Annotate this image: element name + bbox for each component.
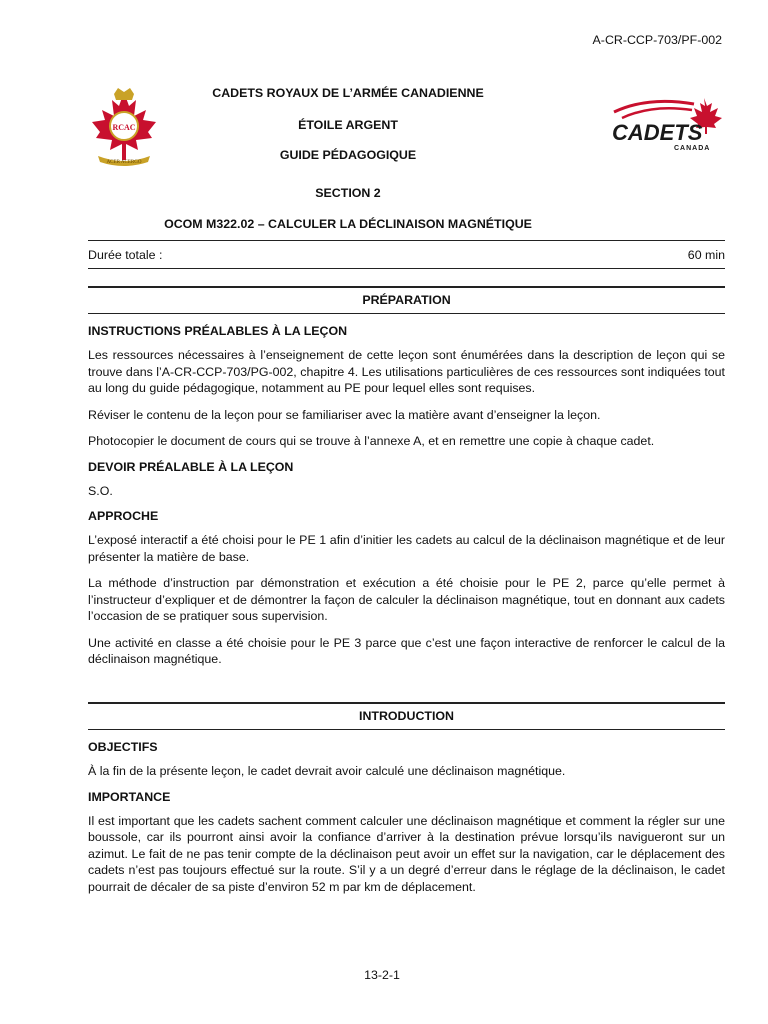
header-org: CADETS ROYAUX DE L’ARMÉE CANADIENNE	[212, 86, 484, 100]
heading-objectives: OBJECTIFS	[88, 740, 158, 754]
crest-motto: ACER ACERGO	[106, 160, 142, 165]
divider	[88, 702, 725, 704]
divider	[88, 729, 725, 730]
crest-monogram: RCAC	[112, 123, 136, 132]
header-section: SECTION 2	[315, 186, 381, 200]
divider	[88, 240, 725, 241]
divider	[88, 313, 725, 314]
introduction-body	[88, 740, 725, 905]
paragraph: La méthode d’instruction par démonstration et exécution a été choisie pour le PE 2, parce qu’elle permet à l’instructeur d’expliquer et de démontrer la façon de calculer la déclinaison magnétique, tout en donnant aux cadets l’occasion de se pratiquer sous supervision.	[88, 576, 725, 623]
paragraph: Les ressources nécessaires à l’enseignement de cette leçon sont énumérées dans la description de leçon qui se trouve dans l’A-CR-CCP-703/PG-002, chapitre 4. Les utilisations particulières de ces ressources sont indiquées tout au long du guide pédagogique, notamment au PE pour lequel elles sont requises.	[88, 348, 725, 395]
heading-importance: IMPORTANCE	[88, 789, 171, 804]
paragraph: À la fin de la présente leçon, le cadet devrait avoir calculé une déclinaison magnétique.	[88, 764, 566, 778]
section-introduction-title: INTRODUCTION	[359, 709, 454, 723]
cadets-wordmark: CADETS	[612, 120, 703, 145]
duration-value: 60 min	[687, 248, 725, 262]
header-level: ÉTOILE ARGENT	[298, 118, 398, 132]
heading-prelesson-assignment: DEVOIR PRÉALABLE À LA LEÇON	[88, 459, 294, 474]
canada-wordmark: CANADA	[674, 145, 711, 152]
heading-approach: APPROCHE	[88, 509, 159, 523]
header-lesson-title: OCOM M322.02 – CALCULER LA DÉCLINAISON MAGNÉTIQUE	[164, 217, 532, 231]
divider	[88, 286, 725, 288]
page-number: 13-2-1	[364, 968, 400, 982]
divider	[88, 268, 725, 269]
paragraph: Une activité en classe a été choisie pour le PE 3 parce que c’est une façon interactive de renforcer le calcul de la déclinaison magnétique.	[88, 635, 725, 666]
paragraph: Photocopier le document de cours qui se trouve à l’annexe A, et en remettre une copie à chaque cadet.	[88, 434, 655, 448]
preparation-body	[88, 324, 725, 678]
paragraph: S.O.	[88, 483, 113, 498]
paragraph: Il est important que les cadets sachent comment calculer une déclinaison magnétique et comment la régler sur une boussole, car ils pourront ainsi avoir la confiance d’arriver à la destination prévue lorsqu’ils navigueront sur un azimut. Le fait de ne pas tenir compte de la déclinaison peut avoir un effet sur la navigation, car le déplacement des cadets n’est pas toujours effectué sur la route. S’il y a un degré d’erreur dans le réglage de la déclinaison, le cadet pourrait de décaler de sa piste d’environ 52 m par km de déplacement.	[88, 813, 725, 894]
paragraph: Réviser le contenu de la leçon pour se familiariser avec la matière avant d’enseigner la leçon.	[88, 407, 601, 422]
heading-prelesson-instructions: INSTRUCTIONS PRÉALABLES À LA LEÇON	[88, 324, 348, 338]
paragraph: L’exposé interactif a été choisi pour le PE 1 afin d’initier les cadets au calcul de la déclinaison magnétique et de leur présenter la matière de base.	[88, 533, 725, 564]
header-guide: GUIDE PÉDAGOGIQUE	[279, 148, 417, 162]
section-preparation-title: PRÉPARATION	[362, 293, 451, 307]
duration-label: Durée totale :	[88, 248, 163, 262]
document-reference: A-CR-CCP-703/PF-002	[592, 33, 722, 47]
duration-row	[88, 248, 725, 262]
